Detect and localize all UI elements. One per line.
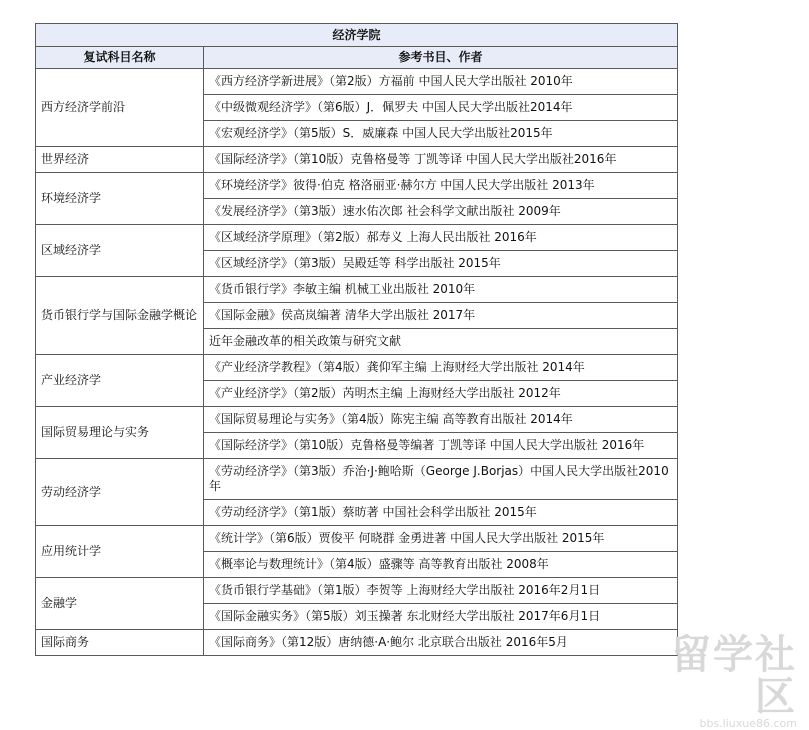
subject-cell: 产业经济学 bbox=[36, 355, 204, 407]
reference-books-table bbox=[35, 23, 678, 656]
book-cell: 《货币银行学》李敏主编 机械工业出版社 2010年 bbox=[204, 277, 678, 303]
subject-cell: 世界经济 bbox=[36, 147, 204, 173]
table-row bbox=[36, 69, 678, 95]
site-watermark bbox=[637, 632, 797, 730]
table-title-row bbox=[36, 24, 678, 47]
book-cell: 《国际经济学》（第10版）克鲁格曼等 丁凯等译 中国人民大学出版社2016年 bbox=[204, 147, 678, 173]
book-cell: 《劳动经济学》（第1版）蔡昉著 中国社会科学出版社 2015年 bbox=[204, 500, 678, 526]
book-cell: 《国际商务》（第12版）唐纳德·A·鲍尔 北京联合出版社 2016年5月 bbox=[204, 630, 678, 656]
table-row bbox=[36, 407, 678, 433]
book-cell: 《发展经济学》（第3版）速水佑次郎 社会科学文献出版社 2009年 bbox=[204, 199, 678, 225]
table-title: 经济学院 bbox=[36, 24, 678, 47]
subject-cell: 应用统计学 bbox=[36, 526, 204, 578]
book-cell: 《区域经济学原理》（第2版）郝寿义 上海人民出版社 2016年 bbox=[204, 225, 678, 251]
book-cell: 《区域经济学》（第3版）吴殿廷等 科学出版社 2015年 bbox=[204, 251, 678, 277]
book-cell: 《中级微观经济学》（第6版）J．佩罗夫 中国人民大学出版社2014年 bbox=[204, 95, 678, 121]
table-row bbox=[36, 225, 678, 251]
book-cell: 《西方经济学新进展》（第2版）方福前 中国人民大学出版社 2010年 bbox=[204, 69, 678, 95]
table-row bbox=[36, 459, 678, 500]
book-cell: 近年金融改革的相关政策与研究文献 bbox=[204, 329, 678, 355]
subject-cell: 国际商务 bbox=[36, 630, 204, 656]
subject-cell: 金融学 bbox=[36, 578, 204, 630]
book-cell: 《国际贸易理论与实务》（第4版）陈宪主编 高等教育出版社 2014年 bbox=[204, 407, 678, 433]
book-cell: 《产业经济学》（第2版）芮明杰主编 上海财经大学出版社 2012年 bbox=[204, 381, 678, 407]
book-cell: 《国际金融实务》（第5版）刘玉操著 东北财经大学出版社 2017年6月1日 bbox=[204, 604, 678, 630]
subject-cell: 区域经济学 bbox=[36, 225, 204, 277]
table-row bbox=[36, 526, 678, 552]
book-cell: 《国际金融》侯高岚编著 清华大学出版社 2017年 bbox=[204, 303, 678, 329]
table-header-row bbox=[36, 47, 678, 69]
watermark-logo: 留学社区 bbox=[671, 632, 797, 720]
table-row bbox=[36, 355, 678, 381]
header-books: 参考书目、作者 bbox=[204, 47, 678, 69]
table-row bbox=[36, 578, 678, 604]
syllabus-table-container bbox=[35, 23, 677, 656]
subject-cell: 环境经济学 bbox=[36, 173, 204, 225]
subject-cell: 货币银行学与国际金融学概论 bbox=[36, 277, 204, 355]
book-cell: 《宏观经济学》（第5版）S．威廉森 中国人民大学出版社2015年 bbox=[204, 121, 678, 147]
table-row bbox=[36, 173, 678, 199]
subject-cell: 劳动经济学 bbox=[36, 459, 204, 526]
book-cell: 《产业经济学教程》（第4版）龚仰军主编 上海财经大学出版社 2014年 bbox=[204, 355, 678, 381]
book-cell: 《环境经济学》彼得·伯克 格洛丽亚·赫尔方 中国人民大学出版社 2013年 bbox=[204, 173, 678, 199]
book-cell: 《货币银行学基础》（第1版）李贺等 上海财经大学出版社 2016年2月1日 bbox=[204, 578, 678, 604]
subject-cell: 国际贸易理论与实务 bbox=[36, 407, 204, 459]
book-cell: 《国际经济学》（第10版）克鲁格曼等编著 丁凯等译 中国人民大学出版社 2016年 bbox=[204, 433, 678, 459]
table-body bbox=[36, 69, 678, 656]
table-row bbox=[36, 277, 678, 303]
header-subject: 复试科目名称 bbox=[36, 47, 204, 69]
watermark-url: bbs.liuxue86.com bbox=[699, 717, 797, 730]
book-cell: 《统计学》（第6版）贾俊平 何晓群 金勇进著 中国人民大学出版社 2015年 bbox=[204, 526, 678, 552]
book-cell: 《概率论与数理统计》（第4版）盛骤等 高等教育出版社 2008年 bbox=[204, 552, 678, 578]
book-cell: 《劳动经济学》（第3版）乔治·J·鲍哈斯（George J.Borjas）中国人民大学出版社2010年 bbox=[204, 459, 678, 500]
table-row bbox=[36, 630, 678, 656]
subject-cell: 西方经济学前沿 bbox=[36, 69, 204, 147]
table-row bbox=[36, 147, 678, 173]
